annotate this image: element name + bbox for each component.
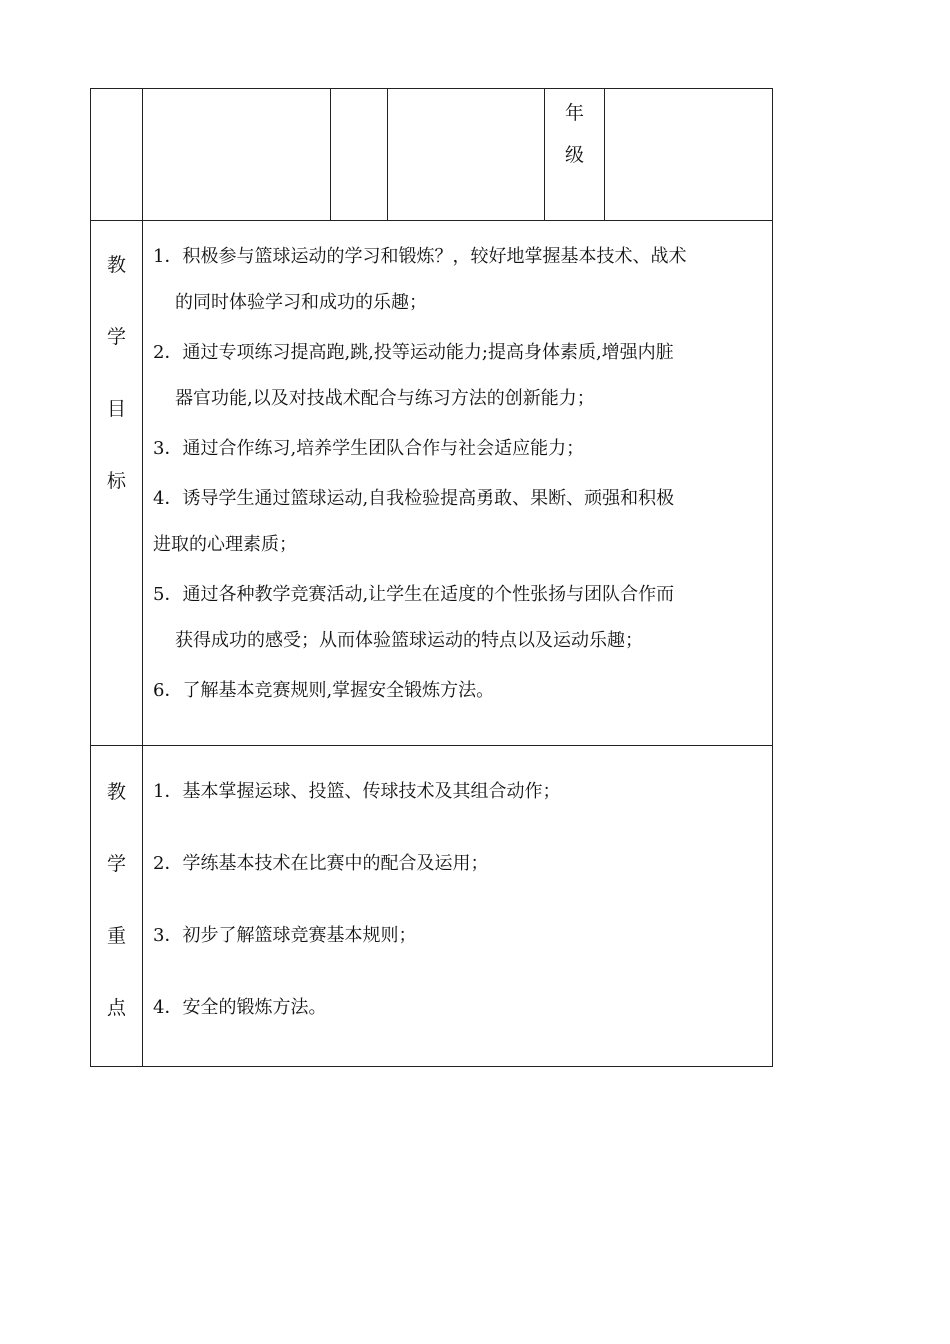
key-point-item: 1．基本掌握运球、投篮、传球技术及其组合动作； — [153, 781, 561, 802]
key-points-label-char: 重 — [106, 925, 126, 947]
objective-item — [153, 243, 764, 317]
objectives-label-char: 目 — [106, 398, 126, 420]
objective-line: 进取的心理素质； — [153, 534, 297, 555]
key-points-row — [91, 746, 773, 1067]
key-points-label-char: 教 — [106, 781, 126, 803]
header-cell-4 — [388, 89, 545, 221]
lesson-plan-table — [90, 88, 773, 1067]
objective-item — [153, 339, 764, 413]
objective-item — [153, 435, 764, 463]
objective-line: 1．积极参与篮球运动的学习和锻炼？，较好地掌握基本技术、战术 — [153, 246, 687, 267]
objectives-label-cell — [91, 221, 143, 746]
objective-line: 的同时体验学习和成功的乐趣； — [175, 292, 427, 313]
objective-line: 4．诱导学生通过篮球运动,自我检验提高勇敢、果断、顽强和积极 — [153, 488, 675, 509]
key-point-item: 3．初步了解篮球竞赛基本规则； — [153, 925, 417, 946]
objective-line: 获得成功的感受；从而体验篮球运动的特点以及运动乐趣； — [175, 630, 643, 651]
objective-line: 2．通过专项练习提高跑,跳,投等运动能力;提高身体素质,增强内脏 — [153, 342, 674, 363]
key-point-item: 4．安全的锻炼方法。 — [153, 997, 327, 1018]
header-cell-1 — [91, 89, 143, 221]
header-row — [91, 89, 773, 221]
grade-label-char: 级 — [564, 144, 584, 166]
grade-label-char: 年 — [564, 102, 584, 124]
objectives-label-char: 学 — [106, 326, 126, 348]
objectives-label-char: 教 — [106, 254, 126, 276]
objective-line: 3．通过合作练习,培养学生团队合作与社会适应能力； — [153, 438, 585, 459]
objective-item — [153, 677, 764, 705]
key-point-item: 2．学练基本技术在比赛中的配合及运用； — [153, 853, 489, 874]
objectives-row — [91, 221, 773, 746]
objective-line: 5．通过各种教学竞赛活动,让学生在适度的个性张扬与团队合作而 — [153, 584, 675, 605]
grade-value-cell — [605, 89, 773, 221]
header-cell-2 — [143, 89, 331, 221]
objective-line: 6．了解基本竞赛规则,掌握安全锻炼方法。 — [153, 680, 495, 701]
key-points-content-cell — [143, 746, 773, 1067]
key-points-label-cell — [91, 746, 143, 1067]
grade-label-cell — [545, 89, 605, 221]
objective-line: 器官功能,以及对技战术配合与练习方法的创新能力； — [175, 388, 595, 409]
objective-item — [153, 485, 764, 559]
objective-item — [153, 581, 764, 655]
key-points-label-char: 点 — [106, 997, 126, 1019]
header-cell-3 — [331, 89, 388, 221]
objectives-label-char: 标 — [106, 470, 126, 492]
objectives-content-cell — [143, 221, 773, 746]
key-points-label-char: 学 — [106, 853, 126, 875]
